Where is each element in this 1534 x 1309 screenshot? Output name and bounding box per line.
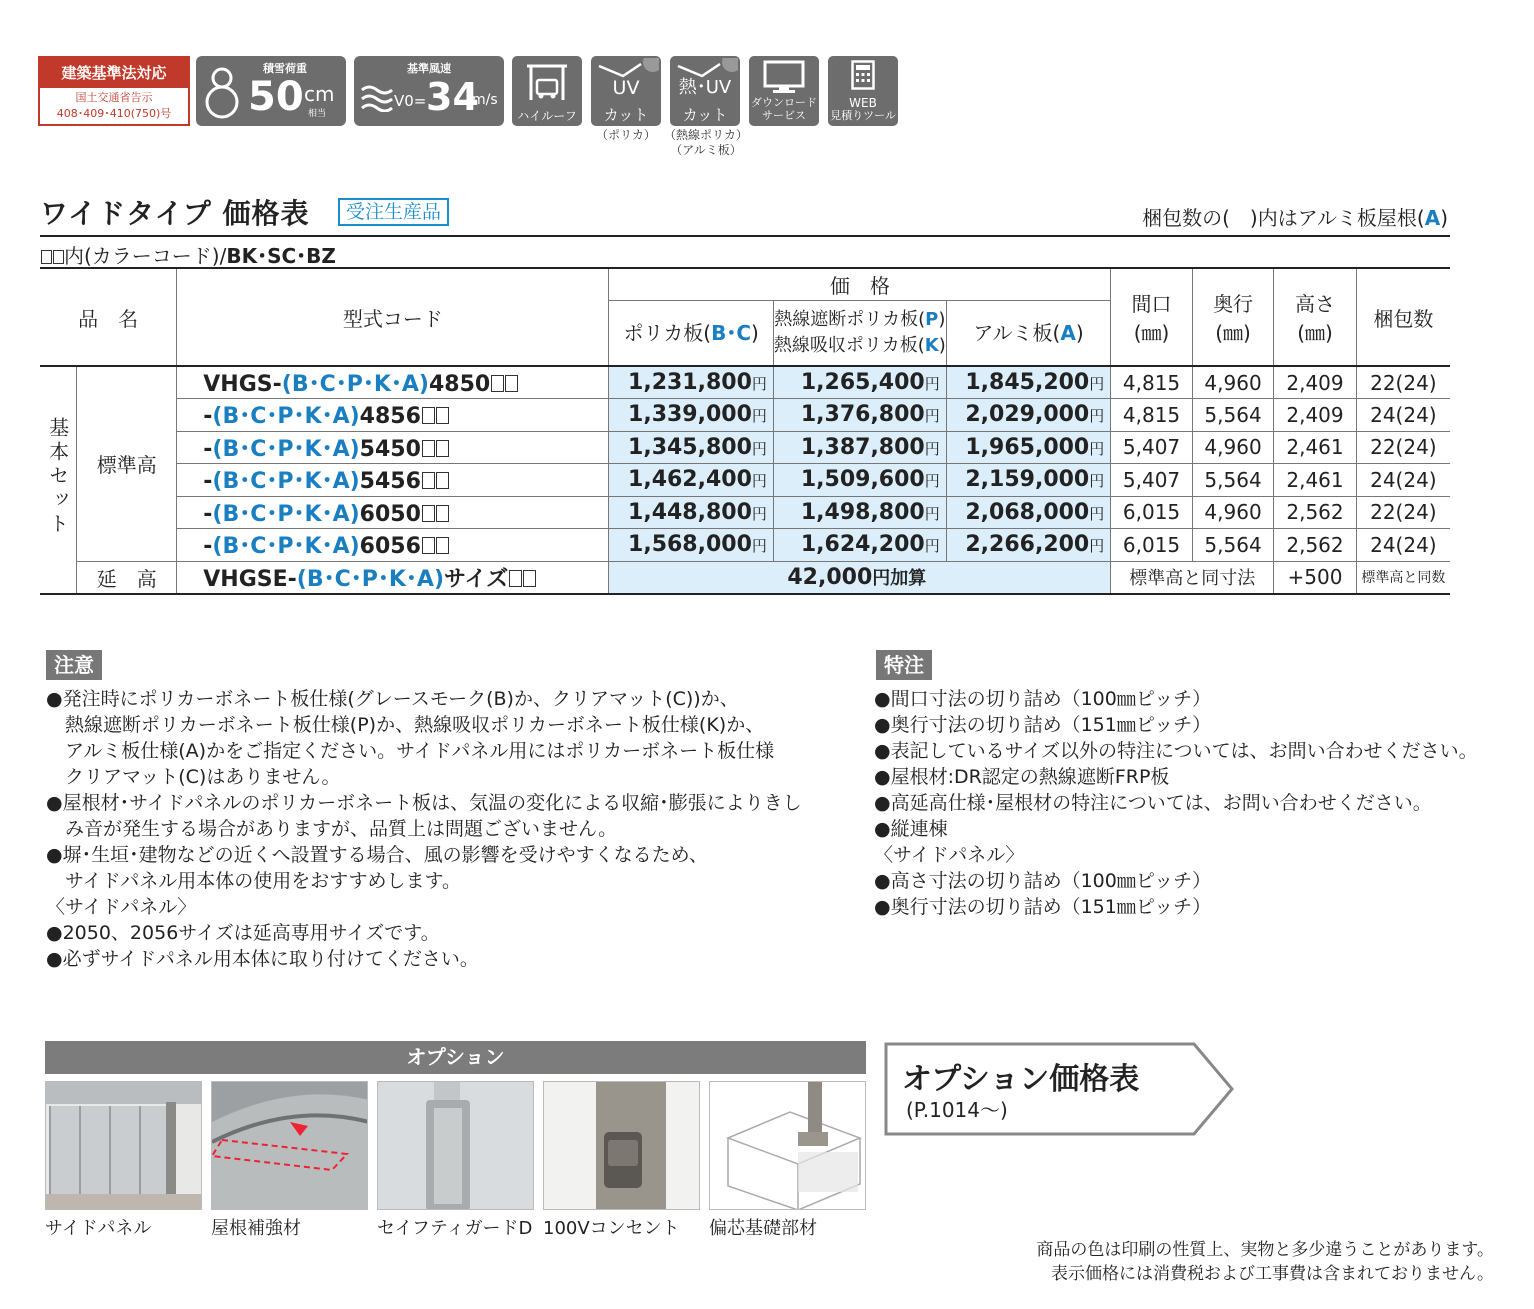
special-line: ●奥行寸法の切り詰め（151㎜ピッチ） [874,714,1212,736]
header-price: 価 格 [609,268,1111,300]
roof-reinforcement-image [211,1081,368,1210]
pack-value: 24(24) [1356,399,1450,432]
depth-value: 4,960 [1192,366,1274,399]
caution-line: 〈サイドパネル〉 [46,896,197,918]
price-poly: 1,345,800円 [609,431,774,464]
download-line1: ダウンロード [751,96,817,109]
high-roof-label: ハイルーフ [517,109,577,123]
extended-height: +500 [1274,561,1356,594]
heat-uv-line2: カット [682,106,728,124]
pack-value: 22(24) [1356,431,1450,464]
header-name: 品 名 [40,268,177,366]
sub-label-extended: 延 高 [77,561,177,594]
model-code: -(B･C･P･K･A)5456 [177,464,609,497]
depth-value: 5,564 [1192,464,1274,497]
group-label: 基本セット [40,366,77,594]
price-heat: 1,265,400円 [773,366,946,399]
special-line: ●縦連棟 [874,818,948,840]
made-to-order-tag: 受注生産品 [338,198,449,226]
table-row [40,496,1450,529]
price-heat: 1,509,600円 [773,464,946,497]
outlet-100v-image [543,1081,700,1210]
wind-unit: m/s [472,92,498,108]
price-alu: 1,845,200円 [946,366,1111,399]
badge-law-sub1: 国土交通省告示 [75,91,153,104]
special-line: ●間口寸法の切り詰め（100㎜ピッチ） [874,688,1212,710]
side-panel-image [45,1081,202,1210]
price-alu: 2,159,000円 [946,464,1111,497]
options-title: オプション [45,1041,866,1074]
height-value: 2,461 [1274,431,1356,464]
price-alu: 2,029,000円 [946,399,1111,432]
color-code-note: 内(カラーコード)/BK･SC･BZ [40,240,336,269]
uv-line1: UV [612,77,640,99]
special-line: ●高さ寸法の切り詰め（100㎜ピッチ） [874,870,1212,892]
price-poly: 1,231,800円 [609,366,774,399]
height-value: 2,562 [1274,529,1356,562]
web-estimate-badge [828,56,898,126]
web-line2: 見積りツール [830,109,896,122]
price-heat: 1,387,800円 [773,431,946,464]
pack-value: 22(24) [1356,366,1450,399]
caution-line: ●屋根材･サイドパネルのポリカーボネート板は、気温の変化による収縮･膨張によりきし [46,792,802,814]
header-model: 型式コード [177,268,609,366]
width-value: 4,815 [1111,399,1193,432]
caution-line: ●発注時にポリカーボネート板仕様(グレースモーク(B)か、クリアマット(C))か、 [46,688,739,710]
extended-dims: 標準高と同寸法 [1111,561,1274,594]
table-row [40,464,1450,497]
snowman-icon [204,64,240,120]
option-price-table-link[interactable] [884,1042,1236,1140]
header-poly: ポリカ板(B･C) [609,300,774,366]
heat-uv-note2: （アルミ板） [670,143,742,157]
option-side-panel: サイドパネル [45,1218,152,1239]
caution-title: 注意 [46,650,102,680]
option-safety-guard: セイフティガードD [377,1218,533,1239]
safety-guard-image [377,1081,534,1210]
special-line: ●奥行寸法の切り詰め（151㎜ピッチ） [874,896,1212,918]
height-value: 2,409 [1274,399,1356,432]
table-row-extended [40,561,1450,594]
depth-value: 5,564 [1192,399,1274,432]
wind-value: 34 [426,75,479,119]
heat-uv-line1: 熱･UV [678,77,732,98]
pack-value: 24(24) [1356,529,1450,562]
wind-speed-badge [354,56,504,126]
caution-line: アルミ板仕様(A)かをご指定ください。サイドパネル用にはポリカーボネート板仕様 [46,740,775,762]
heat-uv-note1: （熱線ポリカ） [664,128,748,142]
table-row [40,431,1450,464]
uv-note: （ポリカ） [596,128,656,142]
special-line: ●屋根材:DR認定の熱線遮断FRP板 [874,766,1170,788]
badge-law-sub2: 408･409･410(750)号 [56,107,172,120]
header-alu: アルミ板(A) [946,300,1111,366]
special-order-list [874,686,1478,920]
caution-line: サイドパネル用本体の使用をおすすめします。 [46,870,461,892]
width-value: 6,015 [1111,529,1193,562]
model-code: -(B･C･P･K･A)6056 [177,529,609,562]
option-offset-foundation: 偏芯基礎部材 [709,1218,817,1239]
extended-pack: 標準高と同数 [1356,561,1450,594]
option-price-table-page: (P.1014〜) [906,1098,1008,1122]
depth-value: 4,960 [1192,496,1274,529]
divider [40,235,1450,237]
height-value: 2,461 [1274,464,1356,497]
special-line: ●表記しているサイズ以外の特注については、お問い合わせください。 [874,740,1478,762]
monitor-icon [763,60,805,94]
height-value: 2,409 [1274,366,1356,399]
wind-prefix: V0= [394,92,427,110]
price-poly: 1,462,400円 [609,464,774,497]
special-line: 〈サイドパネル〉 [874,844,1025,866]
sub-label-standard: 標準高 [77,366,177,561]
price-heat: 1,498,800円 [773,496,946,529]
price-alu: 1,965,000円 [946,431,1111,464]
carport-icon [525,62,569,102]
snow-note: 相当 [308,109,327,119]
caution-line: ●必ずサイドパネル用本体に取り付けてください。 [46,948,479,970]
depth-value: 4,960 [1192,431,1274,464]
wind-icon [360,82,394,112]
footer-note [1036,1238,1494,1286]
model-code: -(B･C･P･K･A)4856 [177,399,609,432]
price-poly: 1,448,800円 [609,496,774,529]
wind-caption: 基準風速 [407,62,451,75]
special-order-title: 特注 [876,650,932,680]
price-heat: 1,624,200円 [773,529,946,562]
table-row [40,399,1450,432]
header-depth: 奥行 (㎜) [1192,268,1274,366]
option-price-table-title: オプション価格表 [902,1062,1140,1097]
special-line: ●高延高仕様･屋根材の特注については、お問い合わせください。 [874,792,1432,814]
caution-line: み音が発生する場合がありますが、品質上は問題ございません。 [46,818,618,840]
snow-caption: 積雪荷重 [263,62,307,75]
pack-note: 梱包数の( )内はアルミ板屋根(A) [1142,206,1448,230]
snow-load-badge [196,56,346,126]
high-roof-badge [512,56,582,126]
depth-value: 5,564 [1192,529,1274,562]
option-roof-reinforcement: 屋根補強材 [211,1218,301,1239]
snow-value: 50 [248,74,304,120]
width-value: 5,407 [1111,464,1193,497]
table-row [40,529,1450,562]
pack-value: 22(24) [1356,496,1450,529]
snow-unit: cm [304,82,335,106]
footer-line1: 商品の色は印刷の性質上、実物と多少違うことがあります。 [1036,1240,1494,1260]
offset-foundation-image [709,1081,866,1210]
model-code: VHGSE-(B･C･P･K･A)サイズ [177,561,609,594]
uv-line2: カット [603,106,649,124]
footer-line2: 表示価格には消費税および工事費は含まれておりません。 [1050,1264,1494,1284]
header-height: 高さ (㎜) [1274,268,1356,366]
download-line2: サービス [762,109,806,122]
web-line1: WEB [849,96,877,110]
extended-price: 42,000円加算 [609,561,1111,594]
caution-line: ●2050、2056サイズは延高専用サイズです。 [46,922,440,944]
badge-law-title: 建築基準法対応 [40,58,188,88]
height-value: 2,562 [1274,496,1356,529]
width-value: 5,407 [1111,431,1193,464]
model-code: -(B･C･P･K･A)6050 [177,496,609,529]
header-width: 間口 (㎜) [1111,268,1193,366]
caution-list [46,686,802,972]
model-code: VHGS-(B･C･P･K･A)4850 [177,366,609,399]
page-title: ワイドタイプ 価格表 [40,197,310,230]
price-poly: 1,568,000円 [609,529,774,562]
caution-line: ●塀･生垣･建物などの近くへ設置する場合、風の影響を受けやすくなるため、 [46,844,708,866]
heat-uv-cut-badge [670,56,740,126]
price-alu: 2,068,000円 [946,496,1111,529]
caution-line: クリアマット(C)はありません。 [46,766,341,788]
option-outlet: 100Vコンセント [543,1218,680,1239]
pack-value: 24(24) [1356,464,1450,497]
calculator-icon [851,60,875,90]
header-heat: 熱線遮断ポリカ板(P) 熱線吸収ポリカ板(K) [773,300,946,366]
uv-cut-badge [591,56,661,126]
download-service-badge [749,56,819,126]
price-poly: 1,339,000円 [609,399,774,432]
building-standard-badge [38,56,190,126]
price-table [40,267,1450,595]
table-row [40,366,1450,399]
caution-line: 熱線遮断ポリカーボネート板仕様(P)か、熱線吸収ポリカーボネート板仕様(K)か、 [46,714,765,736]
price-alu: 2,266,200円 [946,529,1111,562]
price-heat: 1,376,800円 [773,399,946,432]
model-code: -(B･C･P･K･A)5450 [177,431,609,464]
width-value: 4,815 [1111,366,1193,399]
header-pack: 梱包数 [1356,268,1450,366]
width-value: 6,015 [1111,496,1193,529]
